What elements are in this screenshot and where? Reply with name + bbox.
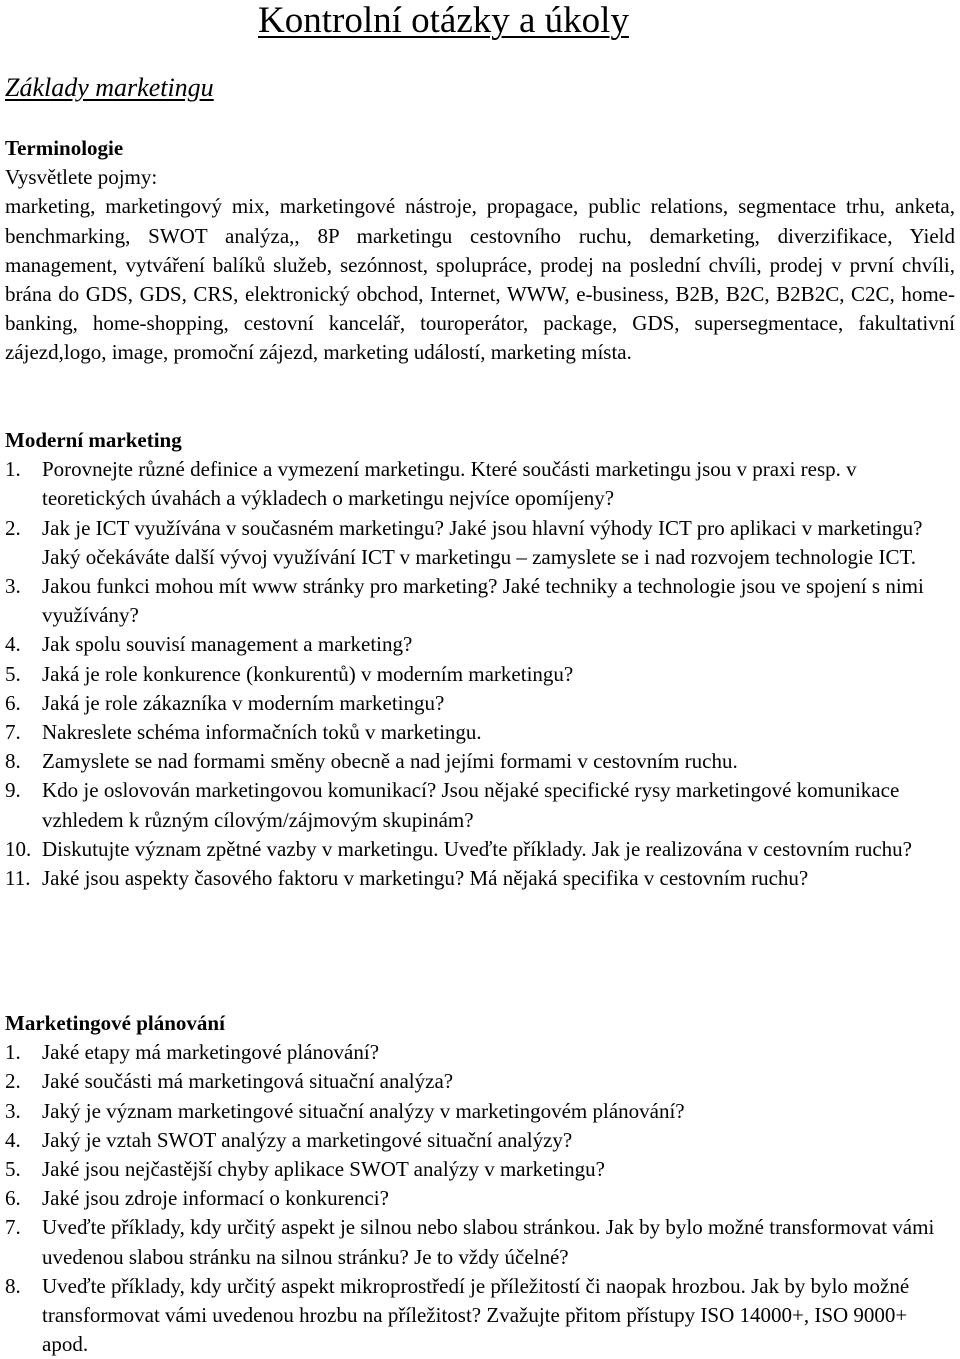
item-text: Jak spolu souvisí management a marketing? bbox=[42, 632, 413, 657]
list-item bbox=[5, 776, 955, 834]
list-item bbox=[5, 630, 955, 659]
list-item bbox=[5, 689, 955, 718]
list-item bbox=[5, 1126, 955, 1155]
item-number: 8. bbox=[5, 749, 21, 774]
list-item bbox=[5, 835, 955, 864]
item-number: 6. bbox=[5, 690, 21, 715]
section-title: Základy marketingu bbox=[5, 73, 214, 102]
item-text: Zamyslete se nad formami směny obecně a nad jejími formami v cestovním ruchu. bbox=[42, 749, 738, 774]
item-number: 6. bbox=[5, 1186, 21, 1211]
marketing-planning-section bbox=[5, 1009, 955, 1359]
marketing-planning-heading: Marketingové plánování bbox=[5, 1011, 225, 1035]
item-text: Jaké etapy má marketingové plánování? bbox=[42, 1040, 380, 1065]
list-item bbox=[5, 572, 955, 630]
list-item bbox=[5, 864, 955, 893]
list-item bbox=[5, 1155, 955, 1184]
item-text: Porovnejte různé definice a vymezení marketingu. Které součásti marketingu jsou v praxi resp. v teoretických úvahách a výkladech o marketingu nejvíce opomíjeny? bbox=[42, 457, 857, 511]
item-number: 4. bbox=[5, 1127, 21, 1152]
terminology-heading: Terminologie bbox=[5, 136, 124, 160]
terminology-section bbox=[5, 134, 955, 368]
item-number: 10. bbox=[5, 836, 32, 861]
item-number: 5. bbox=[5, 1157, 21, 1182]
item-number: 1. bbox=[5, 457, 21, 482]
list-item bbox=[5, 1184, 955, 1213]
marketing-planning-list bbox=[5, 1038, 955, 1359]
item-number: 11. bbox=[5, 866, 31, 891]
item-number: 8. bbox=[5, 1273, 21, 1298]
list-item bbox=[5, 1038, 955, 1067]
list-item bbox=[5, 455, 955, 513]
list-item bbox=[5, 1097, 955, 1126]
list-item bbox=[5, 1067, 955, 1096]
list-item bbox=[5, 1272, 955, 1359]
item-number: 2. bbox=[5, 515, 21, 540]
item-text: Diskutujte význam zpětné vazby v marketingu. Uveďte příklady. Jak je realizována v cestovním ruchu? bbox=[42, 836, 913, 861]
item-text: Jaká je role zákazníka v moderním marketingu? bbox=[42, 690, 445, 715]
list-item bbox=[5, 1213, 955, 1271]
item-text: Jaké jsou nejčastější chyby aplikace SWOT analýzy v marketingu? bbox=[42, 1157, 605, 1182]
item-text: Kdo je oslovován marketingovou komunikací? Jsou nějaké specifické rysy marketingové komunikace vzhledem k různým cílovým/zájmovým skupinám? bbox=[42, 778, 900, 832]
list-item bbox=[5, 514, 955, 572]
item-text: Jakou funkci mohou mít www stránky pro marketing? Jaké techniky a technologie jsou ve spojení s nimi využívány? bbox=[42, 574, 924, 628]
item-text: Jaké jsou aspekty časového faktoru v marketingu? Má nějaká specifika v cestovním ruchu? bbox=[42, 866, 809, 891]
modern-marketing-section bbox=[5, 426, 955, 893]
item-number: 9. bbox=[5, 778, 21, 803]
item-number: 2. bbox=[5, 1069, 21, 1094]
list-item bbox=[5, 718, 955, 747]
item-number: 1. bbox=[5, 1040, 21, 1065]
terminology-terms: marketing, marketingový mix, marketingové nástroje, propagace, public relations, segmentace trhu, anketa, benchmarking, SWOT analýza,, 8P marketingu cestovního ruchu, demarketing, diverzifikace, Yield management, vytváření balíků služeb, sezónnost, spolupráce, prodej na poslední chvíli, prodej v první chvíli, brána do GDS, GDS, CRS, elektronický obchod, Internet, WWW, e-business, B2B, B2C, B2B2C, C2C, home-banking, home-shopping, cestovní kancelář, touroperátor, package, GDS, supersegmentace, fakultativní zájezd,logo, image, promoční zájezd, marketing událostí, marketing místa. bbox=[5, 194, 955, 365]
item-text: Jaké součásti má marketingová situační analýza? bbox=[42, 1069, 454, 1094]
item-number: 3. bbox=[5, 574, 21, 599]
item-text: Nakreslete schéma informačních toků v marketingu. bbox=[42, 720, 482, 745]
item-text: Uveďte příklady, kdy určitý aspekt je silnou nebo slabou stránkou. Jak by bylo možné transformovat vámi uvedenou slabou stránku na silnou stránku? Je to vždy účelné? bbox=[42, 1215, 935, 1269]
item-number: 7. bbox=[5, 720, 21, 745]
list-item bbox=[5, 660, 955, 689]
item-number: 3. bbox=[5, 1098, 21, 1123]
modern-marketing-heading: Moderní marketing bbox=[5, 428, 182, 452]
item-text: Jaký je význam marketingové situační analýzy v marketingovém plánování? bbox=[42, 1098, 685, 1123]
page-title: Kontrolní otázky a úkoly bbox=[258, 0, 629, 41]
list-item bbox=[5, 747, 955, 776]
item-text: Jaké jsou zdroje informací o konkurenci? bbox=[42, 1186, 389, 1211]
modern-marketing-list bbox=[5, 455, 955, 893]
item-number: 4. bbox=[5, 632, 21, 657]
item-number: 5. bbox=[5, 661, 21, 686]
terminology-intro: Vysvětlete pojmy: bbox=[5, 165, 158, 190]
item-text: Jaký je vztah SWOT analýzy a marketingové situační analýzy? bbox=[42, 1127, 573, 1152]
item-text: Jak je ICT využívána v současném marketingu? Jaké jsou hlavní výhody ICT pro aplikaci v marketingu? Jaký očekáváte další vývoj využívání ICT v marketingu – zamyslete se i nad rozvojem technologie ICT. bbox=[42, 515, 923, 569]
item-number: 7. bbox=[5, 1215, 21, 1240]
item-text: Jaká je role konkurence (konkurentů) v moderním marketingu? bbox=[42, 661, 574, 686]
item-text: Uveďte příklady, kdy určitý aspekt mikroprostředí je příležitostí či naopak hrozbou. Jak by bylo možné transformovat vámi uvedenou hrozbu na příležitost? Zvažujte přitom přístupy ISO 14000+, ISO 9000+ apod. bbox=[42, 1273, 910, 1357]
